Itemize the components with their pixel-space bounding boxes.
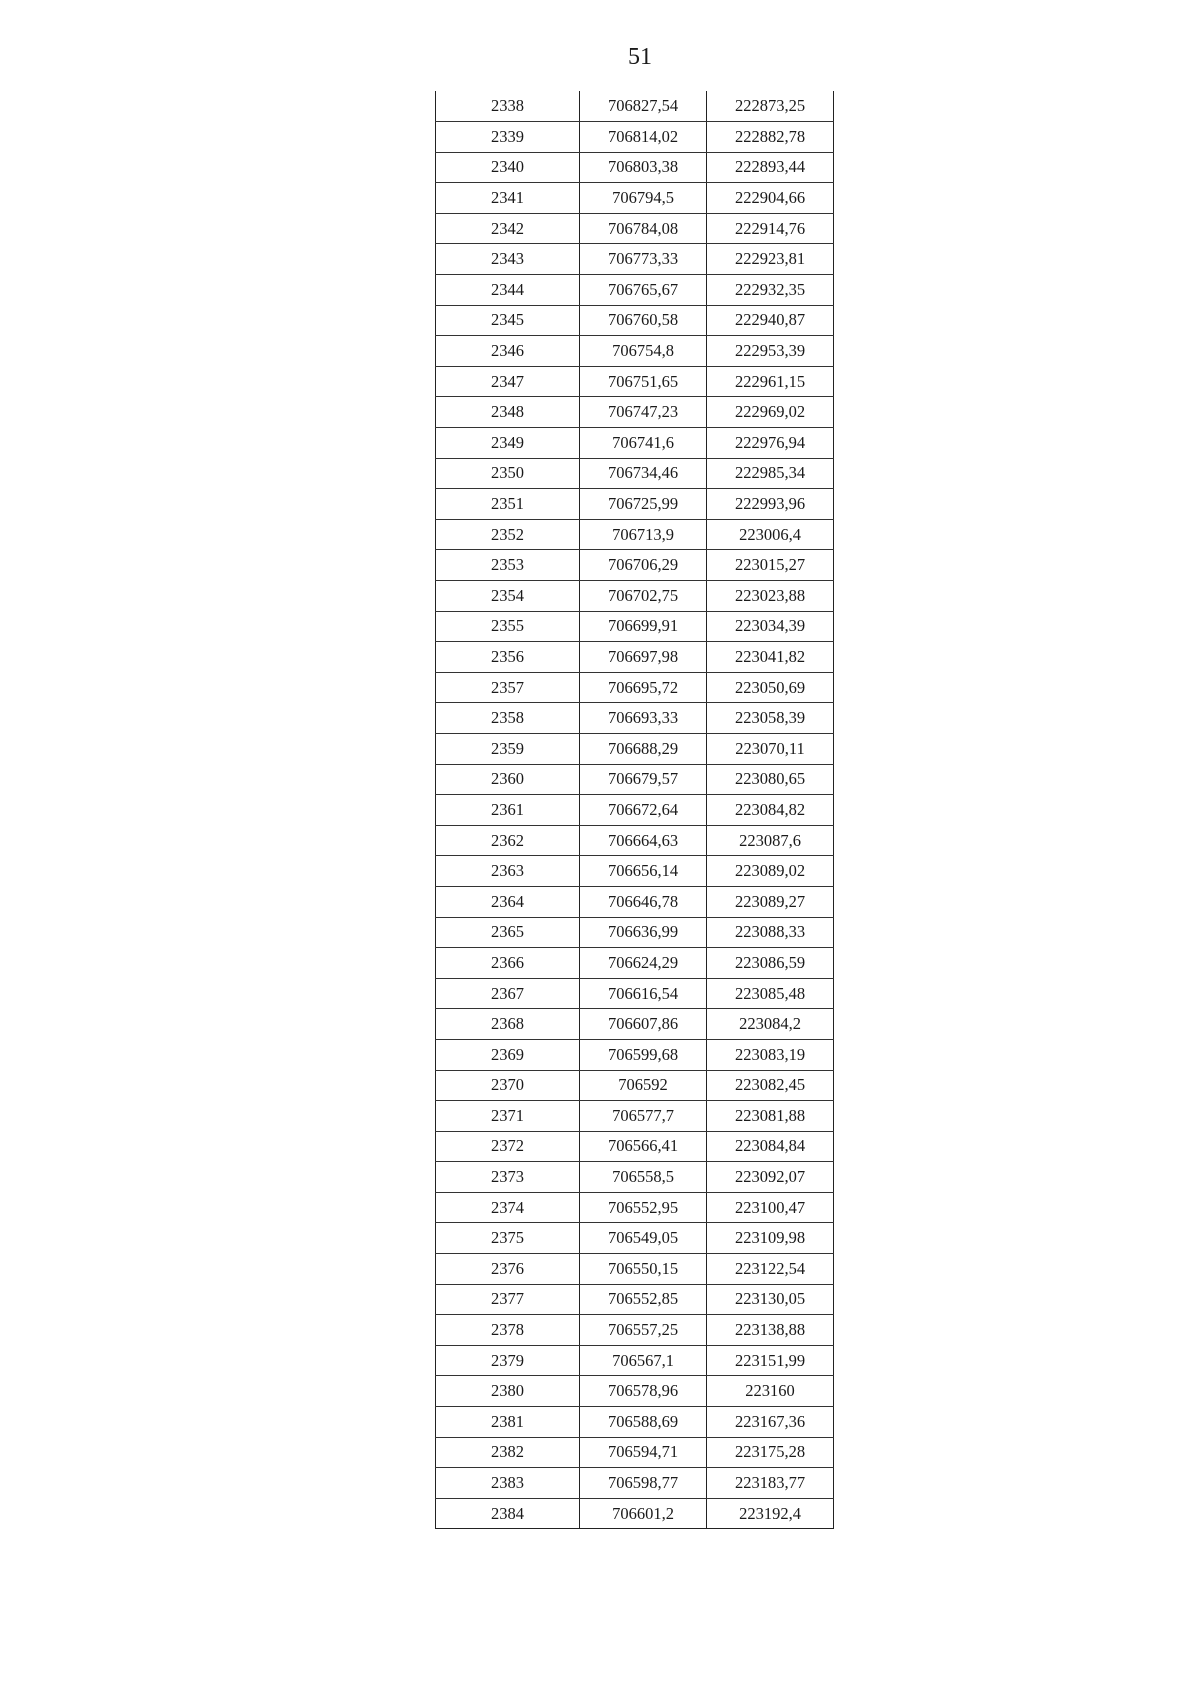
y-coordinate-cell: 223034,39	[707, 611, 834, 642]
x-coordinate-cell: 706688,29	[580, 733, 707, 764]
point-number-cell: 2354	[436, 581, 580, 612]
table-row	[436, 1407, 834, 1438]
point-number-cell: 2370	[436, 1070, 580, 1101]
y-coordinate-cell: 223089,27	[707, 886, 834, 917]
table-row	[436, 917, 834, 948]
table-row	[436, 948, 834, 979]
table-row	[436, 152, 834, 183]
point-number-cell: 2352	[436, 519, 580, 550]
x-coordinate-cell: 706794,5	[580, 183, 707, 214]
point-number-cell: 2365	[436, 917, 580, 948]
table-row	[436, 1254, 834, 1285]
table-row	[436, 1039, 834, 1070]
x-coordinate-cell: 706599,68	[580, 1039, 707, 1070]
y-coordinate-cell: 223089,02	[707, 856, 834, 887]
table-row	[436, 428, 834, 459]
x-coordinate-cell: 706550,15	[580, 1254, 707, 1285]
x-coordinate-cell: 706754,8	[580, 336, 707, 367]
x-coordinate-cell: 706747,23	[580, 397, 707, 428]
y-coordinate-cell: 223160	[707, 1376, 834, 1407]
table-row	[436, 1131, 834, 1162]
table-row	[436, 825, 834, 856]
x-coordinate-cell: 706578,96	[580, 1376, 707, 1407]
x-coordinate-cell: 706549,05	[580, 1223, 707, 1254]
table-row	[436, 1498, 834, 1529]
point-number-cell: 2341	[436, 183, 580, 214]
y-coordinate-cell: 223130,05	[707, 1284, 834, 1315]
point-number-cell: 2369	[436, 1039, 580, 1070]
table-row	[436, 1437, 834, 1468]
y-coordinate-cell: 222932,35	[707, 275, 834, 306]
table-row	[436, 672, 834, 703]
y-coordinate-cell: 222993,96	[707, 489, 834, 520]
table-row	[436, 581, 834, 612]
point-number-cell: 2376	[436, 1254, 580, 1285]
x-coordinate-cell: 706706,29	[580, 550, 707, 581]
y-coordinate-cell: 223092,07	[707, 1162, 834, 1193]
table-row	[436, 795, 834, 826]
table-row	[436, 1345, 834, 1376]
x-coordinate-cell: 706702,75	[580, 581, 707, 612]
table-row	[436, 1070, 834, 1101]
point-number-cell: 2339	[436, 122, 580, 153]
y-coordinate-cell: 222873,25	[707, 91, 834, 122]
point-number-cell: 2378	[436, 1315, 580, 1346]
y-coordinate-cell: 222904,66	[707, 183, 834, 214]
y-coordinate-cell: 223058,39	[707, 703, 834, 734]
x-coordinate-cell: 706598,77	[580, 1468, 707, 1499]
y-coordinate-cell: 222985,34	[707, 458, 834, 489]
table-row	[436, 397, 834, 428]
point-number-cell: 2350	[436, 458, 580, 489]
x-coordinate-cell: 706552,85	[580, 1284, 707, 1315]
x-coordinate-cell: 706697,98	[580, 642, 707, 673]
x-coordinate-cell: 706827,54	[580, 91, 707, 122]
point-number-cell: 2349	[436, 428, 580, 459]
y-coordinate-cell: 223084,82	[707, 795, 834, 826]
y-coordinate-cell: 223085,48	[707, 978, 834, 1009]
table-row	[436, 1162, 834, 1193]
point-number-cell: 2374	[436, 1192, 580, 1223]
coordinates-table	[435, 91, 834, 1529]
table-row	[436, 275, 834, 306]
table-row	[436, 1284, 834, 1315]
table-row	[436, 703, 834, 734]
y-coordinate-cell: 223183,77	[707, 1468, 834, 1499]
table-row	[436, 886, 834, 917]
point-number-cell: 2363	[436, 856, 580, 887]
x-coordinate-cell: 706699,91	[580, 611, 707, 642]
x-coordinate-cell: 706656,14	[580, 856, 707, 887]
x-coordinate-cell: 706672,64	[580, 795, 707, 826]
y-coordinate-cell: 222969,02	[707, 397, 834, 428]
table-row	[436, 305, 834, 336]
table-row	[436, 1192, 834, 1223]
point-number-cell: 2377	[436, 1284, 580, 1315]
table-row	[436, 122, 834, 153]
x-coordinate-cell: 706693,33	[580, 703, 707, 734]
x-coordinate-cell: 706588,69	[580, 1407, 707, 1438]
x-coordinate-cell: 706760,58	[580, 305, 707, 336]
point-number-cell: 2367	[436, 978, 580, 1009]
y-coordinate-cell: 223080,65	[707, 764, 834, 795]
x-coordinate-cell: 706773,33	[580, 244, 707, 275]
point-number-cell: 2343	[436, 244, 580, 275]
table-row	[436, 1101, 834, 1132]
x-coordinate-cell: 706567,1	[580, 1345, 707, 1376]
point-number-cell: 2380	[436, 1376, 580, 1407]
point-number-cell: 2340	[436, 152, 580, 183]
y-coordinate-cell: 223109,98	[707, 1223, 834, 1254]
y-coordinate-cell: 223088,33	[707, 917, 834, 948]
table-row	[436, 213, 834, 244]
y-coordinate-cell: 223050,69	[707, 672, 834, 703]
x-coordinate-cell: 706594,71	[580, 1437, 707, 1468]
x-coordinate-cell: 706636,99	[580, 917, 707, 948]
point-number-cell: 2364	[436, 886, 580, 917]
y-coordinate-cell: 222940,87	[707, 305, 834, 336]
table-row	[436, 91, 834, 122]
table-row	[436, 978, 834, 1009]
point-number-cell: 2366	[436, 948, 580, 979]
point-number-cell: 2372	[436, 1131, 580, 1162]
table-row	[436, 1223, 834, 1254]
page-number: 51	[628, 44, 652, 70]
x-coordinate-cell: 706601,2	[580, 1498, 707, 1529]
table-row	[436, 366, 834, 397]
y-coordinate-cell: 222961,15	[707, 366, 834, 397]
point-number-cell: 2357	[436, 672, 580, 703]
table-row	[436, 183, 834, 214]
x-coordinate-cell: 706679,57	[580, 764, 707, 795]
y-coordinate-cell: 222893,44	[707, 152, 834, 183]
y-coordinate-cell: 223084,2	[707, 1009, 834, 1040]
x-coordinate-cell: 706713,9	[580, 519, 707, 550]
y-coordinate-cell: 223175,28	[707, 1437, 834, 1468]
point-number-cell: 2362	[436, 825, 580, 856]
table-row	[436, 458, 834, 489]
point-number-cell: 2348	[436, 397, 580, 428]
y-coordinate-cell: 223084,84	[707, 1131, 834, 1162]
x-coordinate-cell: 706695,72	[580, 672, 707, 703]
point-number-cell: 2373	[436, 1162, 580, 1193]
y-coordinate-cell: 223006,4	[707, 519, 834, 550]
table-row	[436, 1009, 834, 1040]
table-row	[436, 856, 834, 887]
table-row	[436, 733, 834, 764]
x-coordinate-cell: 706784,08	[580, 213, 707, 244]
x-coordinate-cell: 706741,6	[580, 428, 707, 459]
y-coordinate-cell: 223023,88	[707, 581, 834, 612]
point-number-cell: 2359	[436, 733, 580, 764]
y-coordinate-cell: 223087,6	[707, 825, 834, 856]
point-number-cell: 2344	[436, 275, 580, 306]
point-number-cell: 2345	[436, 305, 580, 336]
point-number-cell: 2384	[436, 1498, 580, 1529]
point-number-cell: 2371	[436, 1101, 580, 1132]
table-row	[436, 244, 834, 275]
y-coordinate-cell: 222882,78	[707, 122, 834, 153]
x-coordinate-cell: 706616,54	[580, 978, 707, 1009]
x-coordinate-cell: 706803,38	[580, 152, 707, 183]
y-coordinate-cell: 223122,54	[707, 1254, 834, 1285]
y-coordinate-cell: 223082,45	[707, 1070, 834, 1101]
point-number-cell: 2381	[436, 1407, 580, 1438]
x-coordinate-cell: 706557,25	[580, 1315, 707, 1346]
y-coordinate-cell: 222953,39	[707, 336, 834, 367]
y-coordinate-cell: 223081,88	[707, 1101, 834, 1132]
y-coordinate-cell: 223100,47	[707, 1192, 834, 1223]
point-number-cell: 2361	[436, 795, 580, 826]
y-coordinate-cell: 223192,4	[707, 1498, 834, 1529]
point-number-cell: 2353	[436, 550, 580, 581]
x-coordinate-cell: 706814,02	[580, 122, 707, 153]
point-number-cell: 2342	[436, 213, 580, 244]
x-coordinate-cell: 706664,63	[580, 825, 707, 856]
x-coordinate-cell: 706566,41	[580, 1131, 707, 1162]
y-coordinate-cell: 223167,36	[707, 1407, 834, 1438]
table-row	[436, 550, 834, 581]
point-number-cell: 2375	[436, 1223, 580, 1254]
point-number-cell: 2356	[436, 642, 580, 673]
x-coordinate-cell: 706646,78	[580, 886, 707, 917]
point-number-cell: 2358	[436, 703, 580, 734]
y-coordinate-cell: 222914,76	[707, 213, 834, 244]
point-number-cell: 2383	[436, 1468, 580, 1499]
point-number-cell: 2346	[436, 336, 580, 367]
x-coordinate-cell: 706624,29	[580, 948, 707, 979]
point-number-cell: 2368	[436, 1009, 580, 1040]
table-row	[436, 764, 834, 795]
point-number-cell: 2338	[436, 91, 580, 122]
y-coordinate-cell: 223151,99	[707, 1345, 834, 1376]
point-number-cell: 2360	[436, 764, 580, 795]
table-row	[436, 1468, 834, 1499]
table-row	[436, 336, 834, 367]
point-number-cell: 2351	[436, 489, 580, 520]
coordinates-table-body	[436, 91, 834, 1529]
table-row	[436, 611, 834, 642]
x-coordinate-cell: 706751,65	[580, 366, 707, 397]
y-coordinate-cell: 223041,82	[707, 642, 834, 673]
point-number-cell: 2347	[436, 366, 580, 397]
table-row	[436, 489, 834, 520]
y-coordinate-cell: 223086,59	[707, 948, 834, 979]
table-row	[436, 1315, 834, 1346]
point-number-cell: 2355	[436, 611, 580, 642]
x-coordinate-cell: 706734,46	[580, 458, 707, 489]
x-coordinate-cell: 706592	[580, 1070, 707, 1101]
table-row	[436, 1376, 834, 1407]
table-row	[436, 642, 834, 673]
y-coordinate-cell: 222976,94	[707, 428, 834, 459]
y-coordinate-cell: 223070,11	[707, 733, 834, 764]
x-coordinate-cell: 706552,95	[580, 1192, 707, 1223]
x-coordinate-cell: 706558,5	[580, 1162, 707, 1193]
x-coordinate-cell: 706765,67	[580, 275, 707, 306]
y-coordinate-cell: 223015,27	[707, 550, 834, 581]
x-coordinate-cell: 706725,99	[580, 489, 707, 520]
y-coordinate-cell: 223138,88	[707, 1315, 834, 1346]
y-coordinate-cell: 222923,81	[707, 244, 834, 275]
y-coordinate-cell: 223083,19	[707, 1039, 834, 1070]
table-row	[436, 519, 834, 550]
x-coordinate-cell: 706607,86	[580, 1009, 707, 1040]
point-number-cell: 2382	[436, 1437, 580, 1468]
point-number-cell: 2379	[436, 1345, 580, 1376]
x-coordinate-cell: 706577,7	[580, 1101, 707, 1132]
